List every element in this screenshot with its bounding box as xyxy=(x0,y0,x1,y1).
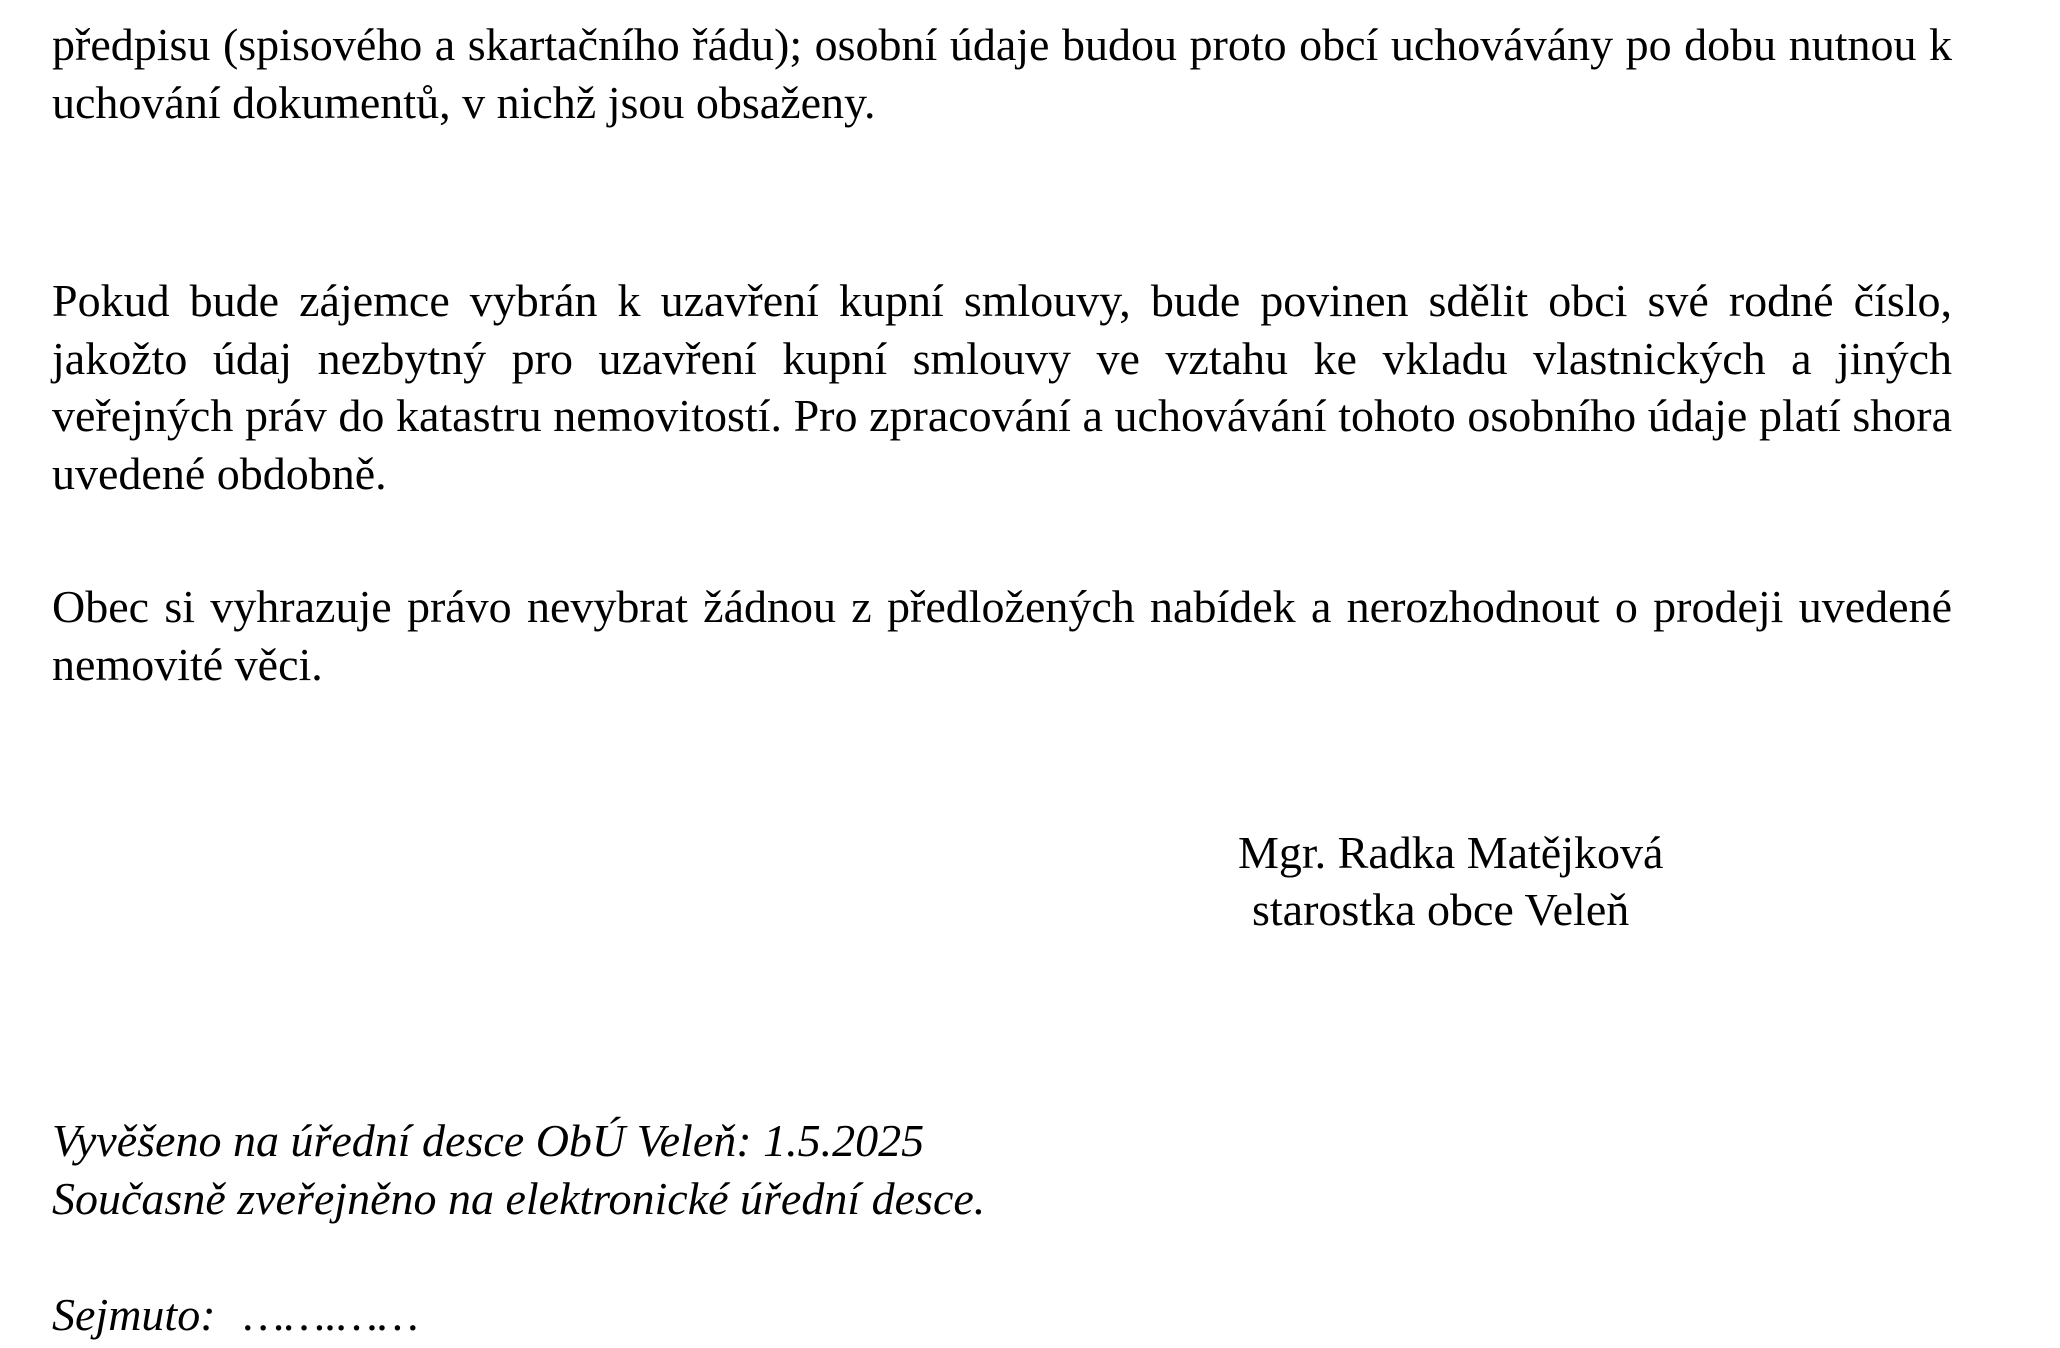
signature-role: starostka obce Veleň xyxy=(1252,884,1630,935)
paragraph-reservation: Obec si vyhrazuje právo nevybrat žádnou z předložených nabídek a nerozhodnout o prodeji uvedené nemovité věci. xyxy=(52,581,1952,690)
removed-label: Sejmuto: xyxy=(52,1289,216,1340)
paragraph-data-retention: předpisu (spisového a skartačního řádu); osobní údaje budou proto obcí uchovávány po dobu nutnou k uchování dokumentů, v nichž jsou obsaženy. xyxy=(52,19,1952,128)
removed-value: …….…… xyxy=(243,1289,419,1340)
paragraph-birth-number: Pokud bude zájemce vybrán k uzavření kupní smlouvy, bude povinen sdělit obci své rodné číslo, jakožto údaj nezbytný pro uzavření kupní smlouvy ve vztahu ke vkladu vlastnických a jiných veřejných práv do katastru nemovitostí. Pro zpracování a uchovávání tohoto osobního údaje platí shora uvedené obdobně. xyxy=(52,275,1952,499)
signature-name: Mgr. Radka Matějková xyxy=(1238,827,1664,878)
removed-notice xyxy=(52,1286,419,1344)
posted-notice: Vyvěšeno na úřední desce ObÚ Veleň: 1.5.2025 xyxy=(52,1115,925,1166)
published-notice: Současně zveřejněno na elektronické úřední desce. xyxy=(52,1173,986,1224)
